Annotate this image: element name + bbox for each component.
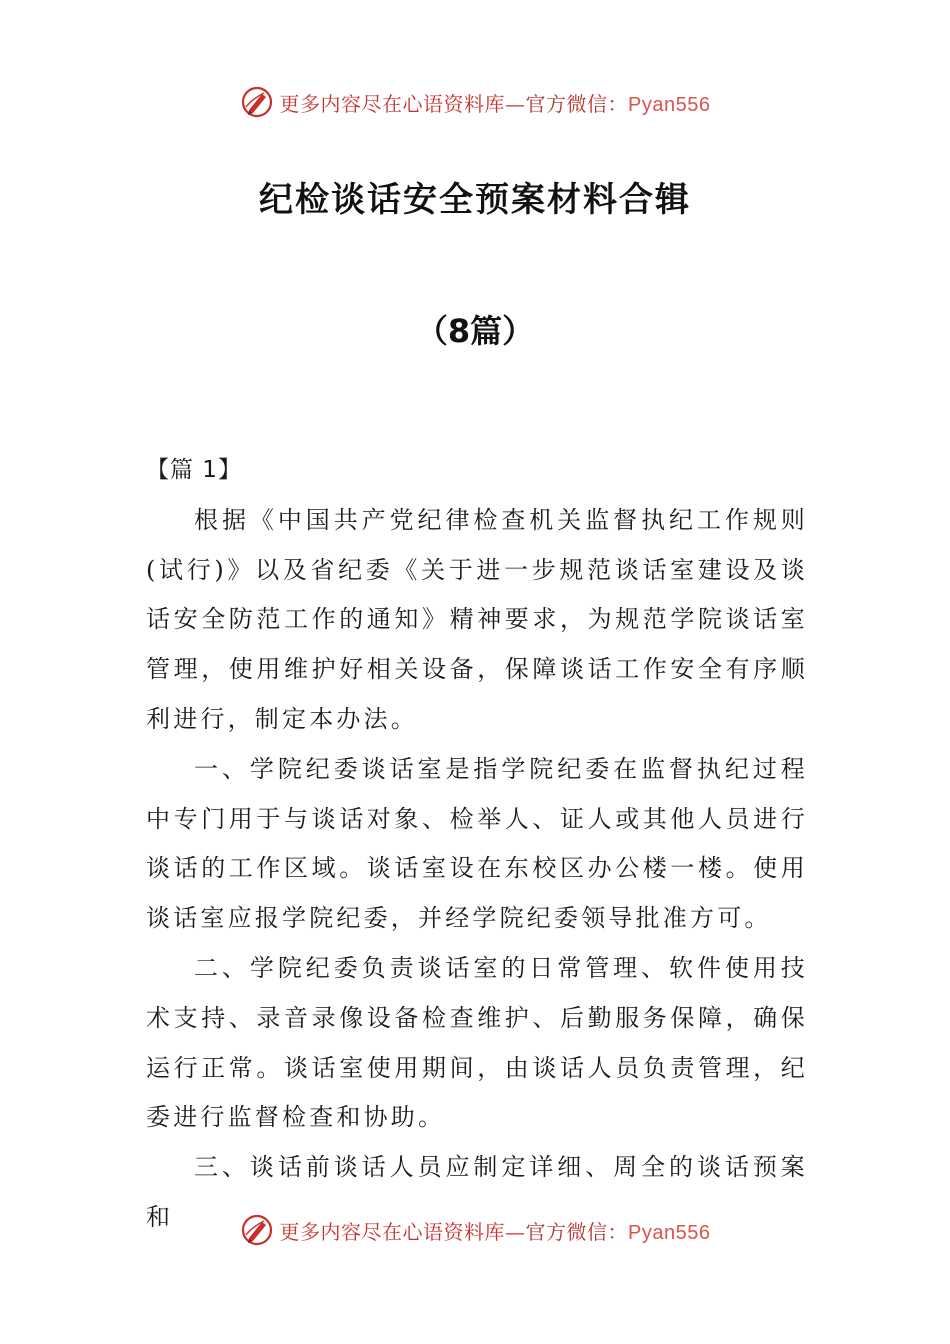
pen-logo-icon [240,1213,274,1247]
footer-banner [0,1210,950,1250]
banner-dash: — [505,91,526,116]
banner-text: 更多内容尽在心语资料库 [279,91,506,116]
document-title: 纪检谈话安全预案材料合辑 [259,180,691,220]
document-body [146,446,808,1243]
pen-logo-icon [240,85,274,119]
document-subtitle: （8篇） [415,312,535,350]
paragraph: 三、谈话前谈话人员应制定详细、周全的谈话预案和 [146,1153,808,1231]
paragraph: 根据《中国共产党纪律检查机关监督执纪工作规则(试行)》以及省纪委《关于进一步规范谈话室建设及谈话安全防范工作的通知》精神要求，为规范学院谈话室管理，使用维护好相关设备，保障谈话工作安全有序顺利进行，制定本办法。 [146,505,808,733]
banner-wechat-label: 官方微信： [525,91,629,116]
paragraph: 一、学院纪委谈话室是指学院纪委在监督执纪过程中专门用于与谈话对象、检举人、证人或其他人员进行谈话的工作区域。谈话室设在东校区办公楼一楼。使用谈话室应报学院纪委，并经学院纪委领导批准方可。 [146,754,808,933]
section-label: 【篇 1】 [146,457,242,483]
banner-account: Pyan556 [628,1221,711,1244]
banner-text: 更多内容尽在心语资料库 [279,1219,506,1244]
header-banner [0,82,950,122]
paragraph: 二、学院纪委负责谈话室的日常管理、软件使用技术支持、录音录像设备检查维护、后勤服务保障，确保运行正常。谈话室使用期间，由谈话人员负责管理，纪委进行监督检查和协助。 [146,953,808,1132]
banner-account: Pyan556 [628,93,711,116]
banner-wechat-label: 官方微信： [525,1219,629,1244]
banner-dash: — [505,1219,526,1244]
